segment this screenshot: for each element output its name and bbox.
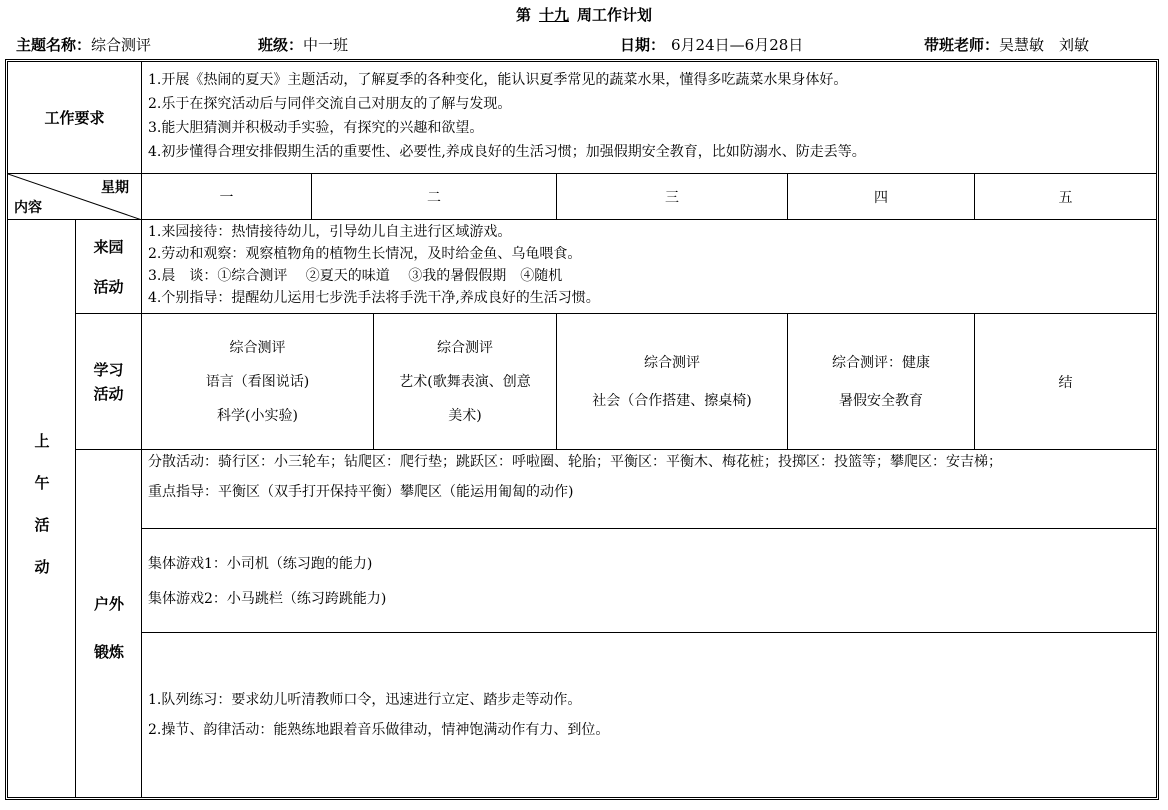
study-text: 艺术(歌舞表演、创意 <box>399 373 531 390</box>
study-text: 综合测评 <box>437 339 493 356</box>
requirement-item: 2.乐于在探究活动后与同伴交流自己对朋友的了解与发现。 <box>148 96 512 112</box>
theme-label: 主题名称： <box>16 36 92 54</box>
arrival-item: 4.个别指导：提醒幼儿运用七步洗手法将手洗干净,养成良好的生活习惯。 <box>148 290 600 306</box>
class-info <box>258 34 348 56</box>
group-game: 集体游戏1：小司机（练习跑的能力) <box>148 556 373 572</box>
outdoor-scatter-cell <box>142 450 1156 529</box>
day-tuesday: 二 <box>312 174 557 220</box>
morning-label-char: 动 <box>34 558 50 576</box>
date-label: 日期： <box>620 36 666 54</box>
outdoor-label-line: 锻炼 <box>93 643 124 661</box>
teacher-value: 吴慧敏 刘敏 <box>999 36 1090 54</box>
study-friday <box>975 314 1156 450</box>
week-number: 十九 <box>538 6 569 24</box>
arrival-label <box>76 220 142 314</box>
morning-label-char: 上 <box>34 432 50 450</box>
outdoor-label-line: 户外 <box>93 595 124 613</box>
requirement-item: 4.初步懂得合理安排假期生活的重要性、必要性,养成良好的生活习惯；加强假期安全教育，比如防溺水、防走丢等。 <box>148 144 866 160</box>
arrival-label-line: 活动 <box>93 277 124 296</box>
outdoor-games-cell <box>142 529 1156 633</box>
class-value: 中一班 <box>303 36 349 54</box>
outdoor-drills-cell <box>142 633 1156 797</box>
teacher-label: 带班老师： <box>924 36 1000 54</box>
class-label: 班级： <box>258 36 304 54</box>
study-text: 科学(小实验) <box>217 407 298 424</box>
study-text: 美术) <box>448 407 482 424</box>
group-game: 集体游戏2：小马跳栏（练习跨跳能力) <box>148 591 387 607</box>
study-text: 综合测评：健康 <box>832 354 930 371</box>
study-text: 暑假安全教育 <box>839 392 923 409</box>
date-info <box>620 34 803 56</box>
theme-value: 综合测评 <box>91 36 152 54</box>
study-text: 综合测评 <box>644 354 700 371</box>
header-corner <box>8 174 142 220</box>
date-value: 6月24日—6月28日 <box>671 36 804 54</box>
study-label-line: 学习 <box>93 360 124 379</box>
page-title <box>0 4 1168 25</box>
study-text: 社会（合作搭建、擦桌椅) <box>592 392 752 409</box>
requirements-content <box>142 62 1156 174</box>
arrival-content <box>142 220 1156 314</box>
requirement-item: 3.能大胆猜测并积极动手实验，有探究的兴趣和欲望。 <box>148 120 484 136</box>
study-tuesday <box>374 314 557 450</box>
day-friday: 五 <box>975 174 1156 220</box>
arrival-item: 2.劳动和观察：观察植物角的植物生长情况，及时给金鱼、乌龟喂食。 <box>148 246 582 262</box>
arrival-label-line: 来园 <box>93 237 124 256</box>
plan-table <box>5 59 1159 800</box>
day-monday: 一 <box>142 174 312 220</box>
morning-label-char: 午 <box>34 474 50 492</box>
study-wednesday <box>557 314 788 450</box>
drill-item: 2.操节、韵律活动：能熟练地跟着音乐做律动，情神饱满动作有力、到位。 <box>148 722 610 738</box>
arrival-item: 3.晨 谈：①综合测评 ②夏天的味道 ③我的暑假假期 ④随机 <box>148 268 563 284</box>
requirements-label: 工作要求 <box>8 62 142 174</box>
study-text: 结 <box>1058 374 1073 391</box>
study-label <box>76 314 142 450</box>
study-text: 语言（看图说话) <box>205 373 310 390</box>
day-wednesday: 三 <box>557 174 788 220</box>
theme-info <box>16 34 151 56</box>
title-prefix: 第 <box>515 6 531 24</box>
teacher-info <box>924 34 1089 56</box>
title-suffix: 周工作计划 <box>577 6 653 24</box>
study-monday <box>142 314 374 450</box>
morning-label <box>8 220 76 797</box>
morning-label-char: 活 <box>34 516 50 534</box>
study-label-line: 活动 <box>93 384 124 403</box>
weekday-label: 星期 <box>101 180 129 196</box>
content-label: 内容 <box>14 200 42 216</box>
scatter-activity: 分散活动：骑行区：小三轮车；钻爬区：爬行垫；跳跃区：呼啦圈、轮胎；平衡区：平衡木、梅花桩；投掷区：投篮等；攀爬区：安吉梯； <box>148 454 1002 470</box>
arrival-item: 1.来园接待：热情接待幼儿，引导幼儿自主进行区域游戏。 <box>148 224 512 240</box>
focus-guidance: 重点指导：平衡区（双手打开保持平衡）攀爬区（能运用匍匐的动作) <box>148 484 574 500</box>
drill-item: 1.队列练习：要求幼儿听清教师口令，迅速进行立定、踏步走等动作。 <box>148 692 582 708</box>
study-text: 综合测评 <box>229 339 286 356</box>
outdoor-label <box>76 450 142 797</box>
requirement-item: 1.开展《热闹的夏天》主题活动，了解夏季的各种变化，能认识夏季常见的蔬菜水果，懂得多吃蔬菜水果身体好。 <box>148 72 848 88</box>
day-thursday: 四 <box>788 174 975 220</box>
study-thursday <box>788 314 975 450</box>
